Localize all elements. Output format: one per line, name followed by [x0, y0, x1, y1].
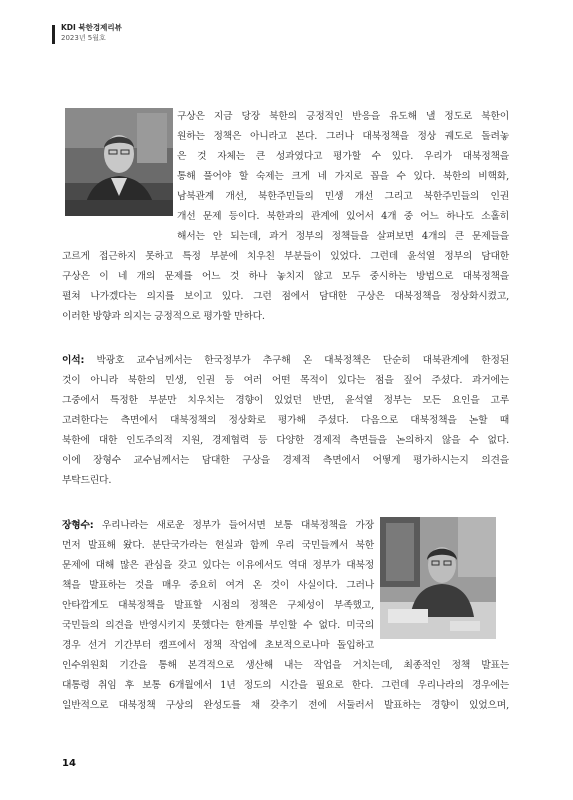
text-line: 고르게 접근하지 못하고 특정 부분에 치우친 부분들이 있었다. 그런데 윤석열 정부의 담대한	[62, 251, 509, 262]
text-line: 경우 선거 기간부터 캠프에서 정책 작업에 초보적으로나마 돌입하고	[62, 640, 374, 651]
text-line: 이에 장형수 교수님께서는 담대한 구상을 경제적 측면에서 어떻게 평가하시는지 의견을	[62, 455, 509, 466]
text-line: 부탁드린다.	[62, 475, 112, 486]
text-line: 구상은 이 네 개의 문제를 어느 것 하나 놓치지 않고 모두 중시하는 방법으로 대북정책을	[62, 271, 509, 282]
text-line: 인수위원회 기간을 통해 본격적으로 생산해 내는 작업을 거치는데, 최종적인 정책 발표는	[62, 660, 509, 671]
text-line: 해서는 안 되는데, 과거 정부의 정책들을 살펴보면 4개의 큰 문제들을	[177, 231, 509, 242]
text-line: 통해 풀어야 할 숙제는 크게 네 가지로 꼽을 수 있다. 북한의 비핵화,	[177, 171, 509, 182]
speaker-photo-top	[65, 108, 173, 216]
text-line: 책을 발표하는 것을 매우 중요히 여겨 온 것이 사실이다. 그러나	[62, 580, 374, 591]
text-line: 것이 아니라 북한의 민생, 인권 등 여러 어떤 목적이 있다는 점을 짚어 주셨다. 과거에는	[62, 375, 509, 386]
text-line: 문제에 대해 많은 관심을 갖고 있다는 이유에서도 역대 정부가 대북정	[62, 560, 374, 571]
text-line: 장형수: 우리나라는 새로운 정부가 들어서면 보통 대북정책을 가장	[62, 520, 374, 531]
text-line: 남북관계 개선, 북한주민들의 민생 개선 그리고 북한주민들의 인권	[177, 191, 509, 202]
text-line: 안타깝게도 대북정책을 발표할 시점의 정책은 구체성이 부족했고,	[62, 600, 374, 611]
text-line: 일반적으로 대북정책 구상의 완성도를 채 갖추기 전에 서둘러서 발표하는 경향이 있었으며,	[62, 700, 509, 711]
text-line: 이석: 박광호 교수님께서는 한국정부가 추구해 온 대북정책은 단순히 대북관계에 한정된	[62, 355, 509, 366]
speaker-photo-right	[380, 517, 496, 639]
text-line: 개선 문제 등이다. 북한과의 관계에 있어서 4개 중 어느 하나도 소홀히	[177, 211, 509, 222]
text-line: 대통령 취임 후 보통 6개월에서 1년 정도의 시간을 필요로 한다. 그런데 우리나라의 경우에는	[62, 680, 509, 691]
text-line: 그중에서 특정한 부분만 치우치는 경향이 있었던 반면, 윤석열 정부는 모든 요인을 고루	[62, 395, 509, 406]
portrait-image	[380, 517, 496, 639]
text-line: 구상은 지금 당장 북한의 긍정적인 반응을 유도해 낼 정도로 북한이	[177, 111, 509, 122]
text-line: 먼저 발표해 왔다. 분단국가라는 현실과 함께 우리 국민들께서 북한	[62, 540, 374, 551]
speaker-label: 장형수:	[62, 520, 94, 531]
page-number: 14	[62, 758, 76, 769]
text-line: 이러한 방향과 의지는 긍정적으로 평가할 만하다.	[62, 311, 265, 322]
speaker-label: 이석:	[62, 355, 85, 366]
text-line: 국민들의 의견을 반영시키지 못했다는 한계를 부인할 수 없다. 미국의	[62, 620, 374, 631]
publication-title: KDI 북한경제리뷰	[61, 23, 122, 32]
text-line: 원하는 정책은 아니라고 본다. 그러나 대북정책을 정상 궤도로 돌려놓	[177, 131, 509, 142]
publication-header	[61, 22, 122, 44]
text-line: 북한에 대한 인도주의적 지원, 경제협력 등 다양한 경제적 측면들을 논의하지 않을 수 없다.	[62, 435, 509, 446]
text-line: 은 것 자체는 큰 성과였다고 평가할 수 있다. 우리가 대북정책을	[177, 151, 509, 162]
issue-date: 2023년 5월호	[61, 34, 106, 42]
header-accent-bar	[52, 25, 55, 44]
text-line: 펼쳐 나가겠다는 의지를 보이고 있다. 그런 점에서 담대한 구상은 대북정책을 정상화시켰고,	[62, 291, 509, 302]
portrait-image	[65, 108, 173, 216]
text-line: 고려한다는 측면에서 대북정책의 정상화로 평가해 주셨다. 다음으로 대북정책을 논할 때	[62, 415, 509, 426]
